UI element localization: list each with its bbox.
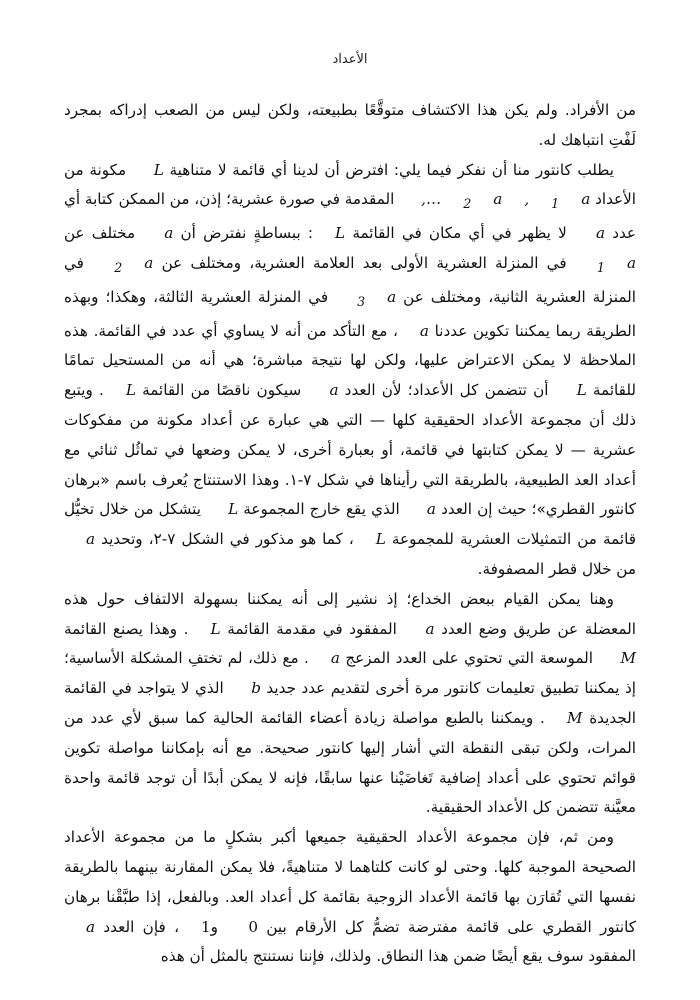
math-subscript: 2 (463, 196, 472, 212)
math-symbol: a (493, 190, 503, 209)
text-run: ، كما هو مذكور في الشكل ٧-٢، وتحديد (95, 530, 354, 549)
math-subscript: 1 (596, 260, 605, 276)
text-run: في المنزلة العشرية الأولى بعد العلامة العشرية، ومختلف عن (153, 254, 575, 273)
math-subscript: 3 (357, 293, 366, 309)
text-run: الذي لا يتواجد في القائمة الجديدة (64, 679, 636, 728)
body-text (64, 96, 636, 972)
math-symbol: L (210, 619, 221, 638)
text-run: ، فإن العدد (95, 917, 179, 936)
text-run: المقدمة في صورة عشرية؛ إذن، من الممكن كتابة أي عدد (64, 190, 636, 243)
text-run: : ببساطةٍ نفترض أن (173, 224, 314, 243)
math-symbol: a (329, 381, 339, 400)
math-symbol: L (125, 381, 136, 400)
text-run: . وهذا يصنع القائمة (64, 619, 189, 638)
math-symbol: a (581, 190, 591, 209)
paragraph-1 (64, 96, 636, 156)
text-run: من الأفراد. ولم يكن هذا الاكتشاف متوقَّعًا بطبيعته، ولكن ليس من الصعب إدراكه بمجرد لَفْتِ انتباهك له. (64, 101, 636, 149)
math-symbol: a (626, 254, 636, 273)
math-symbol: a (595, 224, 605, 243)
text-run: في المنزلة العشرية الثالثة، وهكذا؛ وبهذه الطريقة ربما يمكننا تكوين عددنا (64, 287, 636, 340)
math-symbol: b (251, 679, 261, 698)
text-run: يتشكل من خلال تخيُّل قائمة من التمثيلات العشرية للمجموعة (64, 500, 637, 549)
math-symbol: a (419, 321, 429, 340)
text-run: و (210, 917, 227, 936)
text-run: ، مع التأكد من أنه لا يساوي أي عدد في القائمة. هذه الملاحظة لا يمكن الاعتراض عليها، ولكن لها نتيجة مباشرة؛ هي أنه من المستحيل تمامًا للقائمة (64, 321, 637, 400)
math-symbol: L (335, 224, 346, 243)
math-symbol: a (86, 530, 96, 549)
text-run: المفقود في مقدمة القائمة (220, 619, 404, 638)
text-run: وهنا يمكن القيام ببعض الخداع؛ إذ نشير إلى أنه يمكننا بسهولة الالتفاف حول هذه المعضلة عن طريق وضع العدد (64, 589, 636, 638)
math-symbol: L (375, 530, 386, 549)
text-run: الذي يقع خارج المجموعة (238, 500, 405, 519)
text-run: الموسعة التي تحتوي على العدد المزعج (339, 649, 599, 668)
book-page (64, 0, 636, 1000)
text-run: . مع ذلك، لم تختفِ المشكلة الأساسية؛ إذ يمكننا تطبيق تعليمات كانتور مرة أخرى لتقديم عدد جديد (64, 649, 636, 698)
number: 0 (248, 917, 258, 936)
math-symbol: a (86, 917, 96, 936)
math-symbol: a (387, 287, 397, 306)
math-symbol: ,… (421, 190, 442, 209)
text-run: سيكون ناقصًا من القائمة (135, 381, 308, 400)
text-run: يطلب كانتور منا أن نفكر فيما يلي: افترض أن لدينا أي قائمة لا متناهية (163, 160, 614, 179)
text-run: في المنزلة العشرية الثانية، ومختلف عن (64, 254, 636, 306)
math-symbol: L (228, 500, 239, 519)
text-run: . ويتبع ذلك أن مجموعة الأعداد الحقيقية كلها — التي هي عبارة عن أعداد مكونة من مفكوكات عشرية — لا يمكن كتابتها في قائمة، أو بعبارة أخرى، لا يمكن وضعها في تماثُل ثنائي مع أعداد العد الطبيعية، بالطريقة التي رأيناها في شكل ٧-١. وهذا الاستنتاج يُعرف باسم «برهان كانتور القطري»؛ حيث إن العدد (64, 381, 636, 519)
math-symbol: M (620, 649, 636, 668)
math-symbol: L (576, 381, 587, 400)
math-symbol: M (566, 709, 583, 728)
math-symbol: a (426, 500, 436, 519)
text-run: مختلف عن (64, 224, 143, 243)
text-run: المفقود سوف يقع أيضًا ضمن هذا النطاق. ولذلك، فإننا نستنتج بالمثل أن هذه (160, 947, 636, 966)
running-header: الأعداد (332, 52, 368, 67)
math-symbol: a (330, 649, 340, 668)
math-subscript: 1 (551, 196, 560, 212)
paragraph-4 (64, 823, 636, 972)
paragraph-3 (64, 585, 636, 823)
math-subscript: 2 (114, 260, 123, 276)
math-symbol: L (153, 160, 164, 179)
text-run: لا يظهر في أي مكان في القائمة (345, 224, 574, 243)
paragraph-2 (64, 156, 636, 585)
text-run: من خلال قطر المصفوفة. (477, 560, 636, 579)
math-symbol: a (425, 619, 435, 638)
math-symbol: , (524, 190, 530, 209)
text-run: . ويمكننا بالطبع مواصلة زيادة أعضاء القائمة الحالية كما سبق لأي عدد من المرات، ولكن تبقى النقطة التي أشار إليها كانتور صحيحة. مع أنه بإمكاننا مواصلة تكوين قوائم تحتوي على أعداد إضافية تَغاضَيْنا عنها سابقًا، فإنه لا يمكن أبدًا أن توجد قائمة واحدة معيَّنة تتضمن كل الأعداد الحقيقية. (64, 709, 636, 817)
number: 1 (200, 917, 211, 936)
math-symbol: a (144, 254, 154, 273)
text-run: مكونة من الأعداد (64, 160, 636, 209)
text-run: أن تتضمن كل الأعداد؛ لأن العدد (338, 381, 555, 400)
math-symbol: a (164, 224, 174, 243)
text-run: ومن ثم، فإن مجموعة الأعداد الحقيقية جميعها أكبر بشكلٍ ما من مجموعة الأعداد الصحيحة الموجبة كلها. وحتى لو كانت كلتاهما لا متناهيةً، فلا يمكن المقارنة بينهما بالطريقة نفسها التي تُقارَن بها قائمة الأعداد الزوجية بقائمة كل أعداد العد. وبالفعل، إذا طبَّقْنا برهان كانتور القطري على قائمة مفترضة تضمُّ كل الأرقام بين (64, 828, 636, 936)
